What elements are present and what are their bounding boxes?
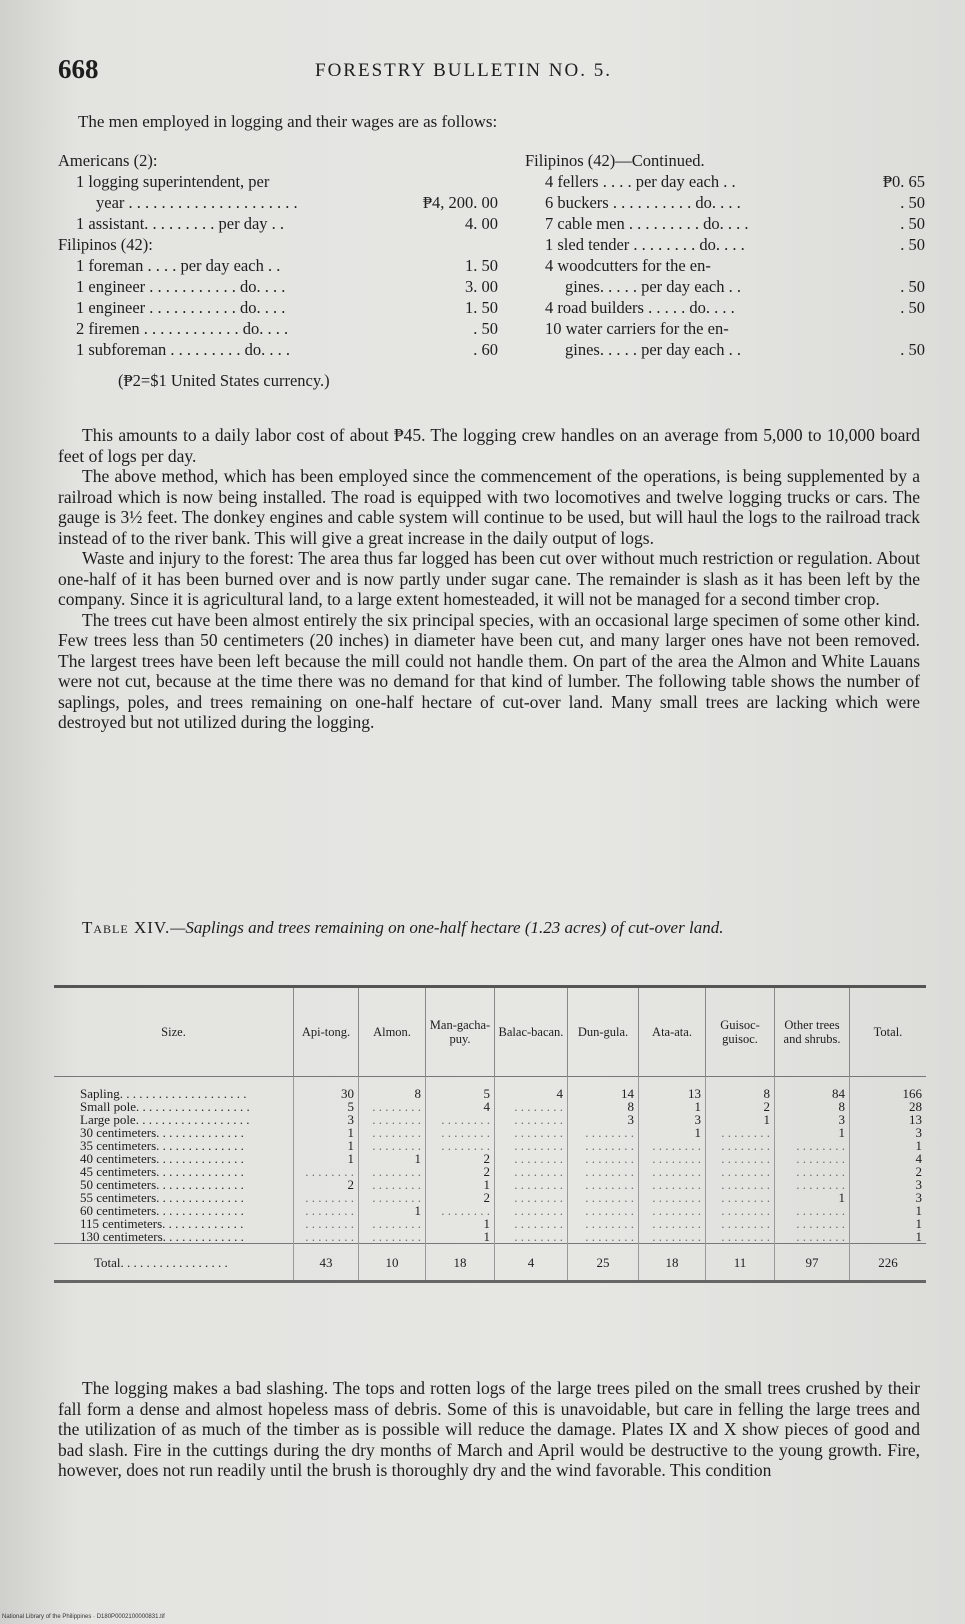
table-cell: . . . . . . . . xyxy=(568,1165,639,1178)
table-row xyxy=(54,1077,926,1101)
table-cell: . . . . . . . . xyxy=(568,1191,639,1204)
table-cell: . . . . . . . . xyxy=(359,1217,426,1230)
wage-line: 6 buckers . . . . . . . . . . do. . . . xyxy=(545,193,741,212)
table-cell: . . . . . . . . xyxy=(706,1178,775,1191)
table-cell: 3 xyxy=(568,1113,639,1126)
table-total-row xyxy=(54,1244,926,1282)
table-cell: 3 xyxy=(294,1113,359,1126)
table-cell: . . . . . . . . xyxy=(706,1230,775,1244)
table-cell: 1 xyxy=(294,1126,359,1139)
wage-amount: . 50 xyxy=(900,340,925,359)
paragraph: Waste and injury to the forest: The area thus far logged has been cut over without much restriction or regulation. About one-half of it has been burned over and is now partly under sugar cane. The remainder is slash as it has been left by the company. Since it is agricultural land, to a large extent homesteaded, it will not be managed for a second timber crop. xyxy=(58,548,920,609)
total-cell: 25 xyxy=(568,1244,639,1282)
table-cell: . . . . . . . . xyxy=(639,1204,706,1217)
paragraph: This amounts to a daily labor cost of about ₱45. The logging crew handles on an average from 5,000 to 10,000 board feet of logs per day. xyxy=(58,425,920,466)
table-cell: 2 xyxy=(706,1100,775,1113)
row-label: 55 centimeters. . . . . . . . . . . . . . xyxy=(80,1190,244,1205)
total-cell: 18 xyxy=(426,1244,495,1282)
row-label: 35 centimeters. . . . . . . . . . . . . . xyxy=(80,1138,244,1153)
table-cell: 1 xyxy=(426,1178,495,1191)
wage-line: 7 cable men . . . . . . . . . do. . . . xyxy=(545,214,749,233)
total-cell: 11 xyxy=(706,1244,775,1282)
paragraph: The logging makes a bad slashing. The tops and rotten logs of the large trees piled on the small trees crushed by their fall form a dense and almost hopeless mass of debris. Some of this is unavoidable, but care in felling the large trees and the utilization of as much of the timber as is possible will reduce the damage. Plates IX and X show pieces of good and bad slash. Fire in the cuttings during the dry months of March and April would be destructive to the young growth. Fire, however, does not run readily until the brush is thoroughly dry and the wind favorable. This condition xyxy=(58,1378,920,1480)
table-cell: 8 xyxy=(359,1077,426,1101)
table-cell: 4 xyxy=(850,1152,927,1165)
table-cell: 5 xyxy=(426,1077,495,1101)
wage-line: 1 engineer . . . . . . . . . . . do. . . . xyxy=(76,277,286,296)
wage-amount: . 50 xyxy=(900,214,925,233)
wage-line: 1 foreman . . . . per day each . . xyxy=(76,256,281,275)
wage-amount: . 50 xyxy=(473,319,498,338)
table-cell: . . . . . . . . xyxy=(639,1139,706,1152)
wage-amount: . 50 xyxy=(900,235,925,254)
column-header: Ata-ata. xyxy=(639,987,706,1077)
table-cell: 8 xyxy=(568,1100,639,1113)
row-label: 115 centimeters. . . . . . . . . . . . . xyxy=(80,1216,244,1231)
table-cell: 1 xyxy=(426,1230,495,1244)
total-label: Total. . . . . . . . . . . . . . . . . xyxy=(54,1244,294,1282)
table-cell: . . . . . . . . xyxy=(359,1100,426,1113)
table-cell: . . . . . . . . xyxy=(359,1126,426,1139)
total-cell: 18 xyxy=(639,1244,706,1282)
wage-amount: ₱4, 200. 00 xyxy=(422,193,498,212)
row-label: 60 centimeters. . . . . . . . . . . . . . xyxy=(80,1203,244,1218)
table-cell: 2 xyxy=(426,1152,495,1165)
saplings-table xyxy=(54,985,926,1283)
column-header: Dun-gula. xyxy=(568,987,639,1077)
row-label: Small pole. . . . . . . . . . . . . . . . . . xyxy=(80,1099,250,1114)
closing-text xyxy=(58,1378,920,1481)
page-number: 668 xyxy=(58,54,99,84)
table-cell: 3 xyxy=(639,1113,706,1126)
table-cell: . . . . . . . . xyxy=(426,1126,495,1139)
table-cell: 13 xyxy=(639,1077,706,1101)
row-label: 40 centimeters. . . . . . . . . . . . . . xyxy=(80,1151,244,1166)
table-cell: . . . . . . . . xyxy=(639,1152,706,1165)
table-cell: 1 xyxy=(850,1230,927,1244)
table-cell: . . . . . . . . xyxy=(568,1152,639,1165)
wage-amount: 1. 50 xyxy=(465,256,498,275)
table-cell: 1 xyxy=(850,1217,927,1230)
table-cell: . . . . . . . . xyxy=(495,1113,568,1126)
table-cell: . . . . . . . . xyxy=(639,1230,706,1244)
table-cell: 1 xyxy=(359,1204,426,1217)
table-cell: . . . . . . . . xyxy=(706,1165,775,1178)
table-cell: 8 xyxy=(775,1100,850,1113)
table-cell: 1 xyxy=(294,1152,359,1165)
table-cell: . . . . . . . . xyxy=(706,1126,775,1139)
total-cell: 10 xyxy=(359,1244,426,1282)
row-label: Large pole. . . . . . . . . . . . . . . . . . xyxy=(80,1112,250,1127)
table-cell: 1 xyxy=(639,1100,706,1113)
table-caption xyxy=(82,918,922,938)
table-cell: . . . . . . . . xyxy=(495,1230,568,1244)
table-cell: . . . . . . . . xyxy=(568,1204,639,1217)
wage-line: 1 sled tender . . . . . . . . do. . . . xyxy=(545,235,745,254)
wage-line: gines. . . . . per day each . . xyxy=(565,340,741,359)
table-cell: . . . . . . . . xyxy=(359,1178,426,1191)
table-cell: 13 xyxy=(850,1113,927,1126)
wage-amount: 3. 00 xyxy=(465,277,498,296)
total-cell: 226 xyxy=(850,1244,927,1282)
table-cell: 30 xyxy=(294,1077,359,1101)
wage-line: Americans (2): xyxy=(58,151,158,170)
table-title: —Saplings and trees remaining on one-half hectare (1.23 acres) of cut-over land. xyxy=(170,918,724,937)
wage-line: gines. . . . . per day each . . xyxy=(565,277,741,296)
table-cell: 8 xyxy=(706,1077,775,1101)
table-cell: . . . . . . . . xyxy=(294,1204,359,1217)
table-cell: 1 xyxy=(850,1204,927,1217)
table-cell: 1 xyxy=(639,1126,706,1139)
table-cell: . . . . . . . . xyxy=(294,1217,359,1230)
wage-amount: ₱0. 65 xyxy=(882,172,925,191)
column-header: Guisoc-guisoc. xyxy=(706,987,775,1077)
table-cell: . . . . . . . . xyxy=(495,1100,568,1113)
table-cell: . . . . . . . . xyxy=(568,1217,639,1230)
running-head: FORESTRY BULLETIN NO. 5. xyxy=(315,60,612,81)
table-cell: 1 xyxy=(294,1139,359,1152)
table-cell: . . . . . . . . xyxy=(568,1126,639,1139)
wage-line: 1 assistant. . . . . . . . . per day . . xyxy=(76,214,285,233)
table-cell: . . . . . . . . xyxy=(568,1139,639,1152)
table-cell: 2 xyxy=(294,1178,359,1191)
table-cell: 166 xyxy=(850,1077,927,1101)
body-text xyxy=(58,425,920,733)
wage-line: 1 logging superintendent, per xyxy=(76,172,270,191)
table-cell: . . . . . . . . xyxy=(775,1230,850,1244)
table-cell: 1 xyxy=(775,1191,850,1204)
paragraph: The trees cut have been almost entirely the six principal species, with an occasional large specimen of some other kind. Few trees less than 50 centimeters (20 inches) in diameter have been cut, and many larger ones have not been removed. The largest trees have been left because the mill could not handle them. On part of the area the Almon and White Lauans were not cut, because at the time there was no demand for that kind of lumber. The following table shows the number of saplings, poles, and trees remaining on one-half hectare of cut-over land. Many small trees are lacking which were destroyed but not utilized during the logging. xyxy=(58,609,920,732)
wage-amount: . 50 xyxy=(900,277,925,296)
row-label: Sapling. . . . . . . . . . . . . . . . . . . . xyxy=(80,1086,247,1101)
table-cell: . . . . . . . . xyxy=(495,1191,568,1204)
scan-footer: National Library of the Philippines · D180P0002100000831.tif xyxy=(2,1614,165,1620)
currency-note: (₱2=$1 United States currency.) xyxy=(118,371,330,390)
table-cell: 84 xyxy=(775,1077,850,1101)
table-cell: . . . . . . . . xyxy=(359,1191,426,1204)
table-cell: . . . . . . . . xyxy=(359,1139,426,1152)
table-cell: 2 xyxy=(426,1191,495,1204)
table-cell: 1 xyxy=(706,1113,775,1126)
table-cell: 2 xyxy=(426,1165,495,1178)
table-cell: . . . . . . . . xyxy=(639,1178,706,1191)
table-cell: . . . . . . . . xyxy=(775,1139,850,1152)
wage-line: year . . . . . . . . . . . . . . . . . . . . . xyxy=(96,193,298,212)
wage-amount: . 60 xyxy=(473,340,498,359)
table-cell: . . . . . . . . xyxy=(359,1165,426,1178)
table-cell: . . . . . . . . xyxy=(706,1204,775,1217)
table-cell: 3 xyxy=(850,1126,927,1139)
table-cell: 3 xyxy=(775,1113,850,1126)
wages-right-column xyxy=(525,150,925,370)
row-label: 45 centimeters. . . . . . . . . . . . . . xyxy=(80,1164,244,1179)
table-cell: 4 xyxy=(495,1077,568,1101)
table-cell: . . . . . . . . xyxy=(639,1165,706,1178)
wage-line: 4 fellers . . . . per day each . . xyxy=(545,172,736,191)
table-cell: . . . . . . . . xyxy=(495,1204,568,1217)
wage-amount: . 50 xyxy=(900,298,925,317)
table-cell: . . . . . . . . xyxy=(426,1139,495,1152)
wage-amount: 4. 00 xyxy=(465,214,498,233)
table-cell: . . . . . . . . xyxy=(495,1152,568,1165)
column-header: Total. xyxy=(850,987,927,1077)
table-cell: . . . . . . . . xyxy=(706,1191,775,1204)
table-cell: 1 xyxy=(850,1139,927,1152)
table-cell: . . . . . . . . xyxy=(639,1191,706,1204)
table-cell: . . . . . . . . xyxy=(568,1230,639,1244)
column-header: Almon. xyxy=(359,987,426,1077)
table-cell: 28 xyxy=(850,1100,927,1113)
table-cell: . . . . . . . . xyxy=(495,1178,568,1191)
paragraph: The above method, which has been employed since the commencement of the operations, is being supplemented by a railroad which is now being installed. The road is equipped with two locomotives and twelve logging trucks or cars. The gauge is 3½ feet. The donkey engines and cable system will continue to be used, but will haul the logs to the railroad track instead of to the river bank. This will give a great increase in the daily output of logs. xyxy=(58,466,920,548)
table-cell: 5 xyxy=(294,1100,359,1113)
total-cell: 97 xyxy=(775,1244,850,1282)
wage-line: 10 water carriers for the en- xyxy=(545,319,729,338)
table-cell: . . . . . . . . xyxy=(359,1230,426,1244)
wage-line: 4 woodcutters for the en- xyxy=(545,256,711,275)
table-cell: 1 xyxy=(359,1152,426,1165)
wages-intro: The men employed in logging and their wages are as follows: xyxy=(78,112,498,131)
table-cell: . . . . . . . . xyxy=(775,1217,850,1230)
table-cell: . . . . . . . . xyxy=(706,1152,775,1165)
table-label: Table XIV. xyxy=(82,918,171,937)
table-cell: . . . . . . . . xyxy=(359,1113,426,1126)
table-cell: . . . . . . . . xyxy=(775,1152,850,1165)
column-header: Other trees and shrubs. xyxy=(775,987,850,1077)
table-cell: . . . . . . . . xyxy=(495,1139,568,1152)
wage-line: Filipinos (42): xyxy=(58,235,153,254)
column-header: Api-tong. xyxy=(294,987,359,1077)
column-header: Man-gacha-puy. xyxy=(426,987,495,1077)
row-label: 50 centimeters. . . . . . . . . . . . . . xyxy=(80,1177,244,1192)
row-label: 130 centimeters. . . . . . . . . . . . . xyxy=(80,1229,244,1244)
table-cell: . . . . . . . . xyxy=(639,1217,706,1230)
total-cell: 4 xyxy=(495,1244,568,1282)
table-cell: . . . . . . . . xyxy=(495,1217,568,1230)
table-cell: . . . . . . . . xyxy=(775,1204,850,1217)
table-cell: . . . . . . . . xyxy=(426,1113,495,1126)
total-cell: 43 xyxy=(294,1244,359,1282)
table-cell: 1 xyxy=(775,1126,850,1139)
table-cell: . . . . . . . . xyxy=(294,1191,359,1204)
wage-line: 2 firemen . . . . . . . . . . . . do. . . . xyxy=(76,319,289,338)
table-row xyxy=(54,1230,926,1244)
table-cell: 14 xyxy=(568,1077,639,1101)
table-cell: 2 xyxy=(850,1165,927,1178)
table-cell: . . . . . . . . xyxy=(568,1178,639,1191)
table-header-row xyxy=(54,987,926,1077)
table-cell: . . . . . . . . xyxy=(294,1165,359,1178)
table-cell: 4 xyxy=(426,1100,495,1113)
table-cell: . . . . . . . . xyxy=(294,1230,359,1244)
table-cell: . . . . . . . . xyxy=(706,1217,775,1230)
wage-line: 4 road builders . . . . . do. . . . xyxy=(545,298,735,317)
table-cell: . . . . . . . . xyxy=(426,1204,495,1217)
wage-line: Filipinos (42)—Continued. xyxy=(525,151,705,170)
table-cell: . . . . . . . . xyxy=(495,1165,568,1178)
wage-amount: . 50 xyxy=(900,193,925,212)
row-label: 30 centimeters. . . . . . . . . . . . . . xyxy=(80,1125,244,1140)
wage-line: 1 subforeman . . . . . . . . . do. . . . xyxy=(76,340,291,359)
wages-left-column xyxy=(58,150,498,390)
table-cell: 1 xyxy=(426,1217,495,1230)
table-cell: . . . . . . . . xyxy=(495,1126,568,1139)
column-header: Size. xyxy=(161,1025,186,1039)
column-header: Balac-bacan. xyxy=(495,987,568,1077)
table-cell: . . . . . . . . xyxy=(775,1165,850,1178)
table-cell: . . . . . . . . xyxy=(706,1139,775,1152)
table-cell: 3 xyxy=(850,1191,927,1204)
wage-amount: 1. 50 xyxy=(465,298,498,317)
table-body xyxy=(54,1077,926,1244)
wage-line: 1 engineer . . . . . . . . . . . do. . . . xyxy=(76,298,286,317)
table-cell: . . . . . . . . xyxy=(775,1178,850,1191)
table-cell: 3 xyxy=(850,1178,927,1191)
